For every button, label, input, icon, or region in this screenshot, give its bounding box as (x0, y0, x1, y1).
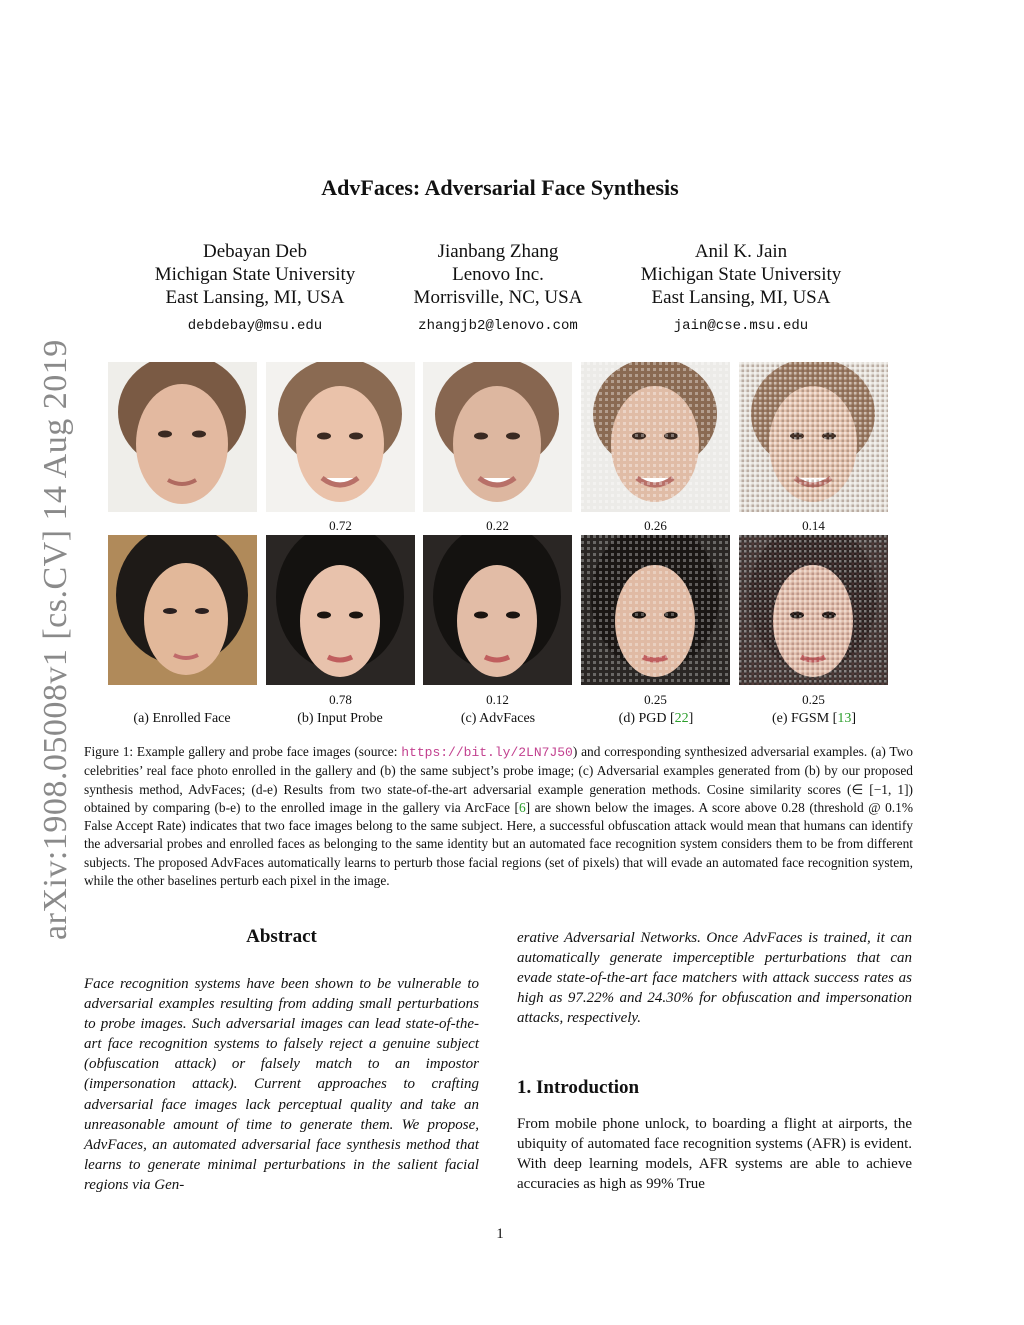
introduction-text: From mobile phone unlock, to boarding a flight at airports, the ubiquity of automated face recognition systems (AFR) is evident. With deep learning models, AFR systems are able to achieve accuracies as high as 99% True (517, 1116, 912, 1193)
similarity-score: 0.25 (644, 692, 667, 707)
face-image-enrolled-2 (108, 535, 257, 685)
author-name: Jianbang Zhang (437, 241, 559, 262)
label-text: ] (851, 711, 856, 726)
abstract-text-right: erative Adversarial Networks. Once AdvFaces is trained, it can automatically generate imperceptible perturbations that can evade state-of-the-art face matchers with attack success rates as high as 97.22% and 24.30% for obfuscation and impersonation attacks, respectively. (517, 930, 912, 1027)
author-affiliation: Michigan State University (154, 264, 356, 285)
face-image-fgsm-2 (739, 535, 888, 685)
section-heading: 1. Introduction (517, 1077, 640, 1098)
author-email[interactable]: jain@cse.msu.edu (673, 318, 809, 334)
similarity-score: 0.78 (329, 692, 352, 707)
author-block-3 (611, 240, 871, 338)
arxiv-identifier: arXiv:1908.05008v1 [cs.CV] 14 Aug 2019 (37, 339, 74, 940)
source-url-link[interactable]: https://bit.ly/2LN7J50 (401, 745, 573, 760)
label-text: (d) PGD [ (618, 711, 675, 726)
face-image-pgd-1 (581, 362, 730, 512)
author-email[interactable]: zhangjb2@lenovo.com (418, 318, 578, 334)
author-location: Morrisville, NC, USA (413, 287, 583, 308)
face-image-probe-2 (266, 535, 415, 685)
citation-link[interactable]: 22 (674, 711, 689, 726)
author-email[interactable]: debdebay@msu.edu (187, 318, 323, 334)
author-location: East Lansing, MI, USA (651, 287, 831, 308)
abstract-text-left: Face recognition systems have been shown to be vulnerable to adversarial examples resulting from adding small perturbations to probe images. Such adversarial images can lead state-of-the-art face recognition systems to falsely reject a genuine subject (obfuscation attack) or falsely match to an impostor (impersonation attack). Current approaches to crafting adversarial face images lack perceptual quality and take an unreasonable amount of time to generate them. We propose, AdvFaces, an automated adversarial face synthesis method that learns to generate minimal perturbations in the salient facial regions via Gen- (84, 976, 479, 1193)
citation-link[interactable]: 6 (518, 799, 526, 815)
subfigure-label-b: (b) Input Probe (297, 711, 383, 726)
author-block-1 (125, 240, 385, 338)
face-image-fgsm-1 (739, 362, 888, 512)
subfigure-label-c: (c) AdvFaces (460, 711, 536, 726)
caption-text: ] are shown below the images. A score above 0.28 (threshold @ 0.1% False Accept Rate) indicates that two face images belong to the same subject. Here, a successful obfuscation attack would mean that humans can identify the adversarial probes and enrolled faces as belonging to the same identity but an automated face recognition system considers them to be from different subjects. The proposed AdvFaces automatically learns to perturb those facial regions (set of pixels) that will evade an automated face recognition system, while the other baselines perturb each pixel in the image. (84, 799, 914, 889)
figure-caption (84, 743, 913, 890)
subfigure-label-a: (a) Enrolled Face (133, 711, 231, 726)
author-block-2 (368, 240, 628, 338)
caption-text: ) and corresponding synthesized adversarial examples. (a) Two celebrities’ real face photo enrolled in the gallery and (b) the same subject’s probe image; (c) Adversarial examples generated from (b) by our proposed synthesis method, AdvFaces; (d-e) Results from two state-of-the-art adversarial example generation methods. Cosine similarity scores (∈ [−1, 1]) obtained by comparing (b-e) to the enrolled image in the gallery via ArcFace [ (84, 744, 913, 815)
similarity-score: 0.26 (644, 518, 667, 533)
author-affiliation: Michigan State University (640, 264, 842, 285)
face-image-enrolled-1 (108, 362, 257, 512)
page-number: 1 (496, 1226, 504, 1242)
face-image-pgd-2 (581, 535, 730, 685)
label-text: (e) FGSM [ (771, 711, 838, 726)
author-name: Anil K. Jain (694, 241, 788, 262)
face-image-advfaces-1 (423, 362, 572, 512)
subfigure-label-e (729, 711, 899, 727)
similarity-score: 0.72 (329, 518, 352, 533)
similarity-score: 0.22 (486, 518, 509, 533)
similarity-score: 0.12 (486, 692, 509, 707)
author-location: East Lansing, MI, USA (165, 287, 345, 308)
citation-link[interactable]: 13 (837, 711, 852, 726)
author-affiliation: Lenovo Inc. (452, 264, 544, 285)
author-name: Debayan Deb (203, 241, 307, 262)
similarity-score: 0.14 (802, 518, 825, 533)
similarity-score: 0.25 (802, 692, 825, 707)
paper-title: AdvFaces: Adversarial Face Synthesis (321, 175, 679, 200)
abstract-heading: Abstract (246, 926, 317, 947)
caption-text: Figure 1: Example gallery and probe face images (source: (84, 744, 402, 759)
subfigure-label-d (571, 711, 741, 727)
label-text: ] (688, 711, 694, 726)
face-image-probe-1 (266, 362, 415, 512)
face-image-advfaces-2 (423, 535, 572, 685)
